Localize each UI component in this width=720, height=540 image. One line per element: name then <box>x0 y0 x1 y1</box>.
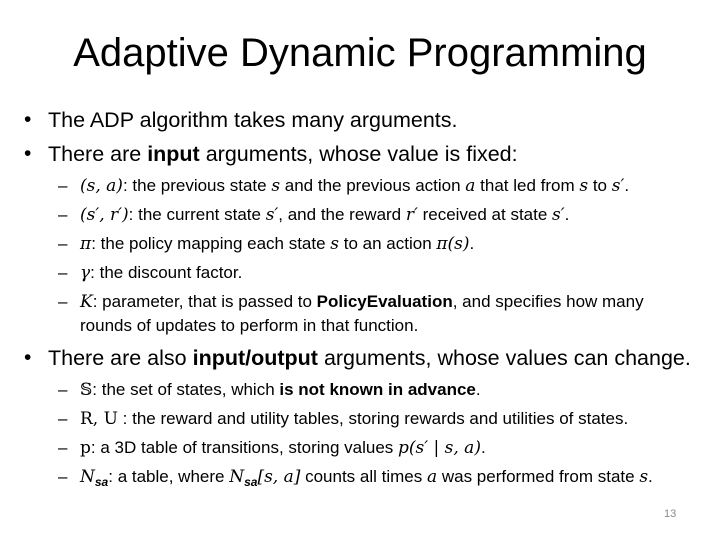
input-arg-discount: γ: the discount factor. <box>80 263 243 283</box>
dash-icon: – <box>58 292 68 311</box>
input-arg-prev-state: (s, a): the previous state s and the previous action a that led from s to s′. <box>80 176 630 196</box>
dash-icon: – <box>58 234 68 253</box>
bullet-icon: • <box>24 108 32 131</box>
io-arg-reward-utility: R, U : the reward and utility tables, storing rewards and utilities of states. <box>80 409 629 429</box>
io-arg-states: 𝕊: the set of states, which is not known in advance. <box>80 380 481 400</box>
page-number: 13 <box>664 508 677 520</box>
bullet-icon: • <box>24 142 32 165</box>
slide-title: Adaptive Dynamic Programming <box>73 31 647 75</box>
dash-icon: – <box>58 205 68 224</box>
dash-icon: – <box>58 263 68 282</box>
input-arg-k-continuation: rounds of updates to perform in that function. <box>80 316 419 335</box>
input-arg-current-state: (s′, r′): the current state s′, and the reward r′ received at state s′. <box>80 205 570 225</box>
io-arg-counts: $N_{sa}$: a table, where $N_{sa}[s$, a] counts all times a was performed from state s. <box>80 467 653 489</box>
dash-icon: – <box>58 438 68 457</box>
bullet-2: There are input arguments, whose value is fixed: <box>48 142 518 166</box>
input-arg-k: K: parameter, that is passed to PolicyEvaluation, and specifies how many <box>80 292 644 312</box>
dash-icon: – <box>58 380 68 399</box>
dash-icon: – <box>58 409 68 428</box>
input-arg-policy: π: the policy mapping each state s to an action π(s). <box>80 234 475 254</box>
bullet-3: There are also input/output arguments, whose values can change. <box>48 346 691 370</box>
dash-icon: – <box>58 176 68 195</box>
bullet-icon: • <box>24 346 32 369</box>
dash-icon: – <box>58 467 68 486</box>
bullet-1: The ADP algorithm takes many arguments. <box>48 108 458 132</box>
io-arg-transitions: p: a 3D table of transitions, storing values p(s′ | s, a). <box>80 438 486 458</box>
